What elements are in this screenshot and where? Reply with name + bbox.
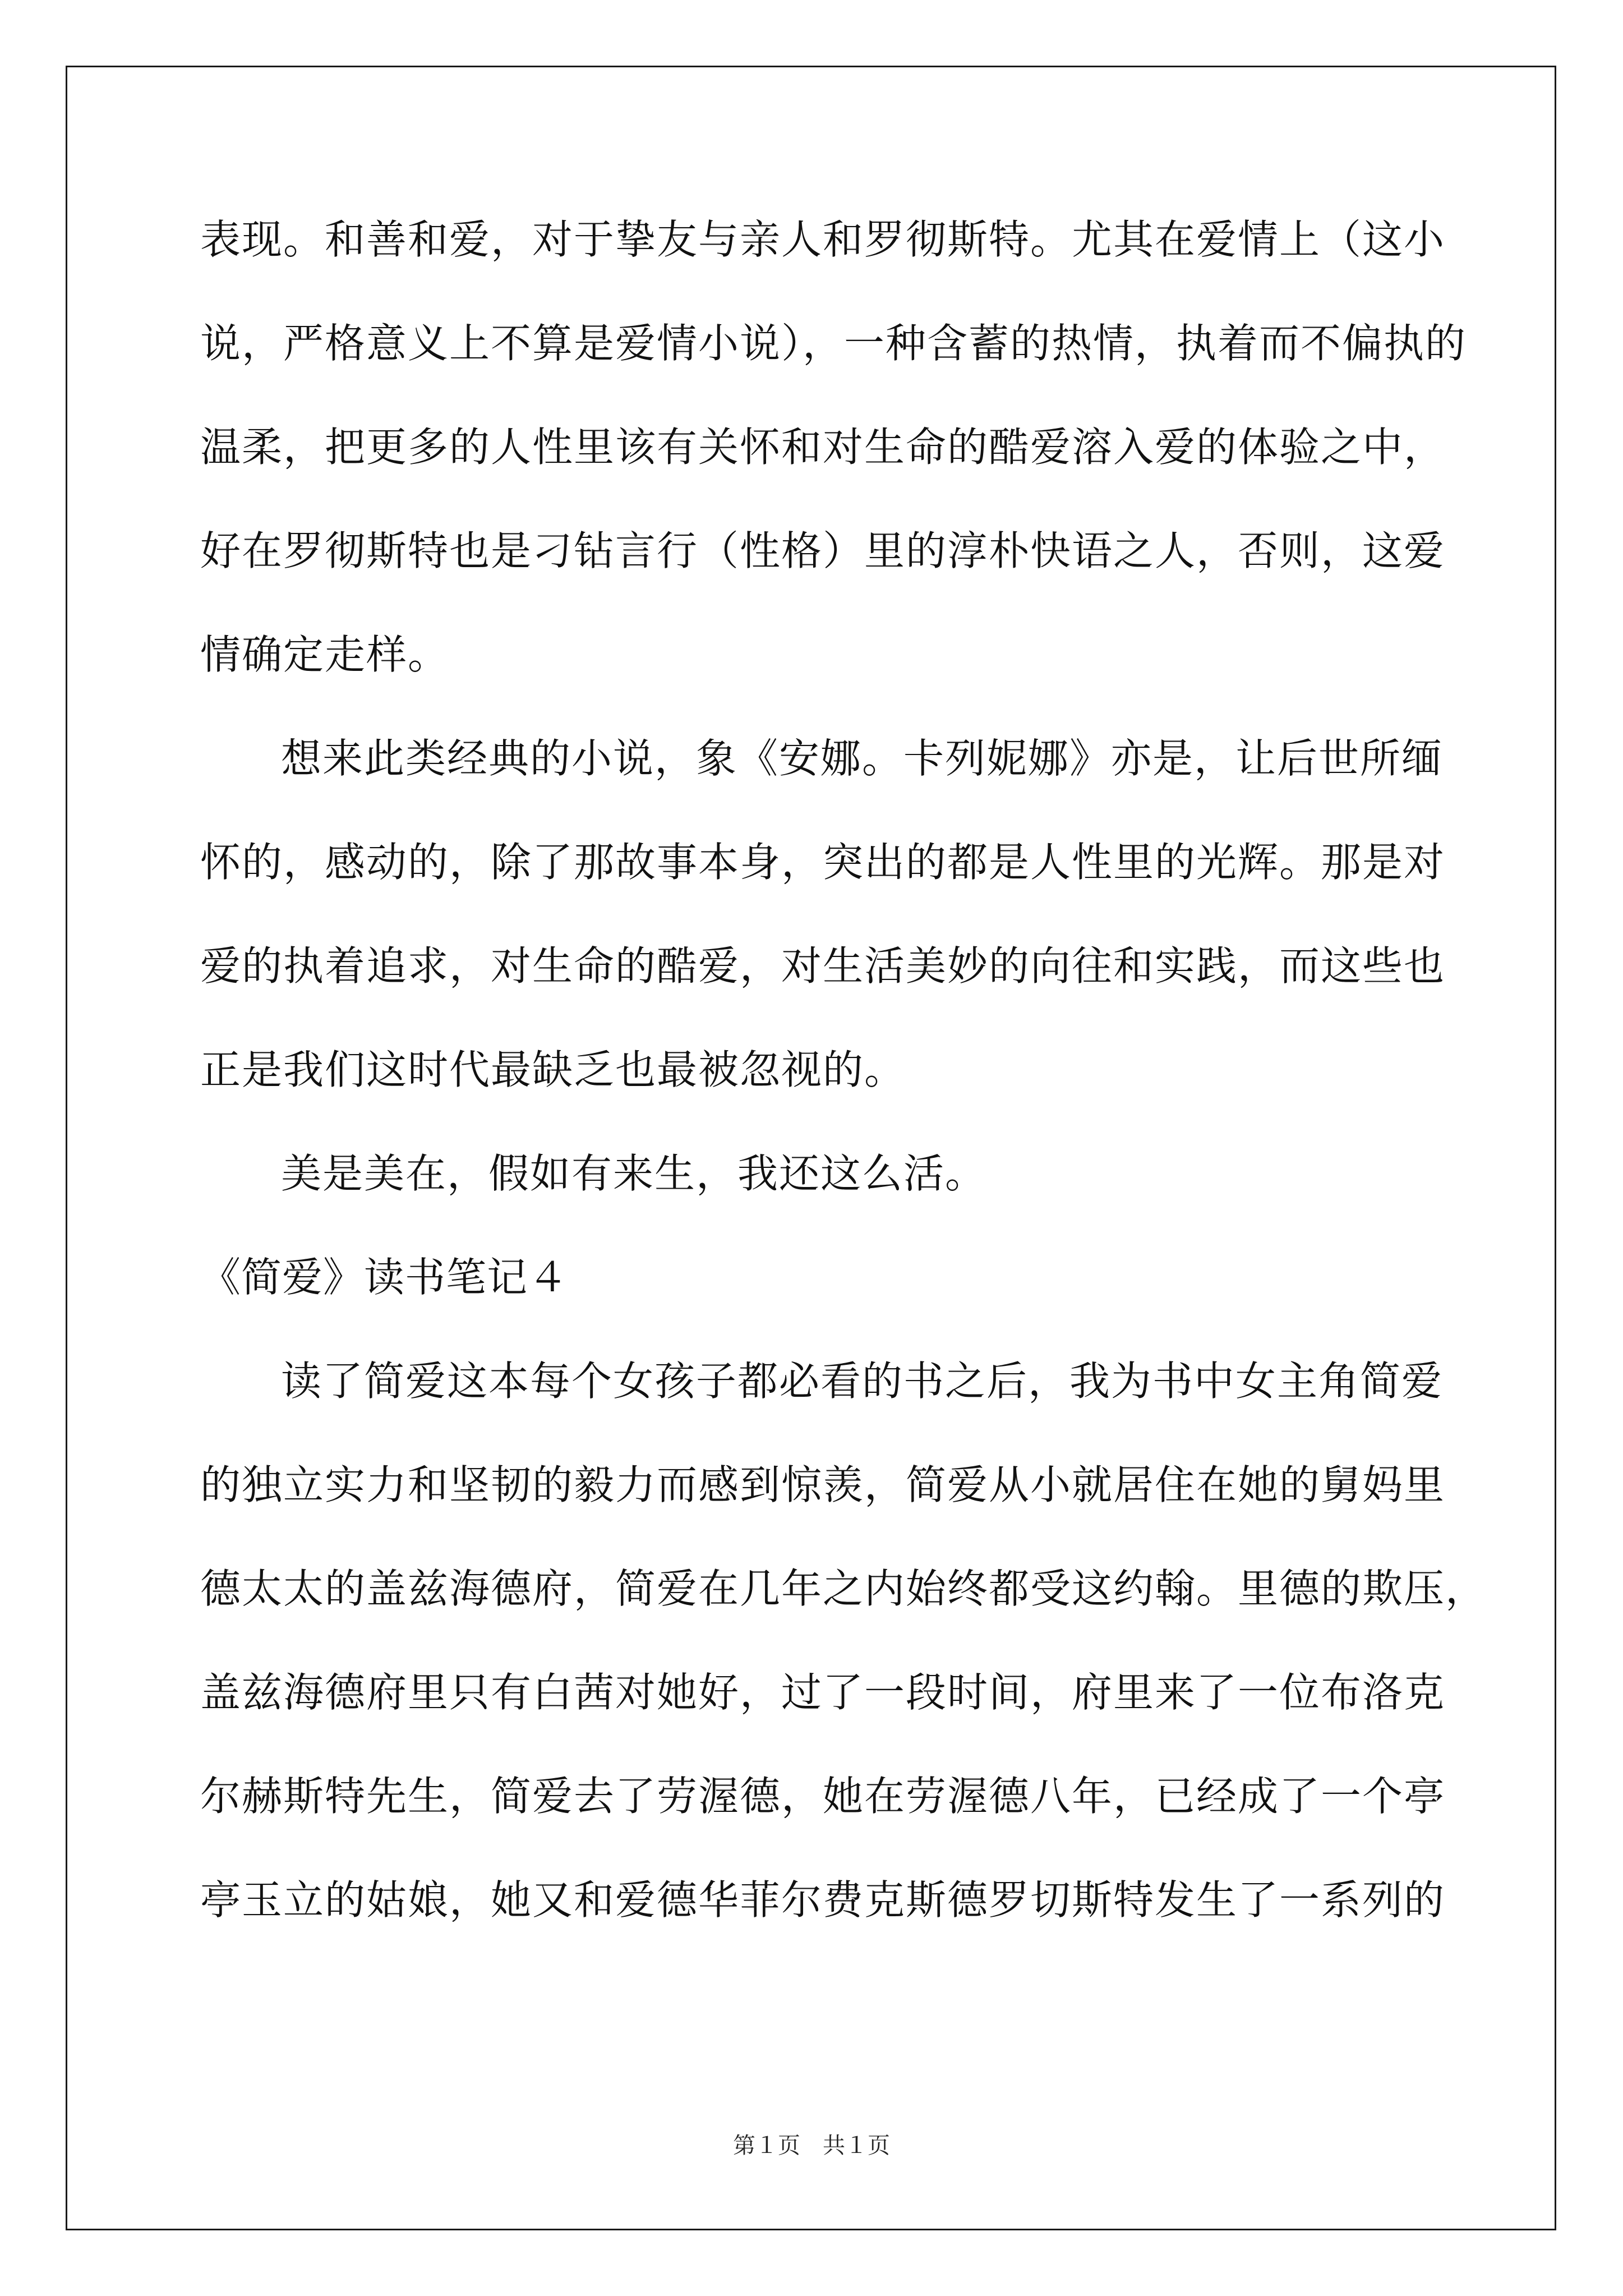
paragraph-line: 好在罗彻斯特也是刁钻言行（性格）里的淳朴快语之人，否则，这爱	[200, 527, 1446, 574]
paragraph-line: 表现。和善和爱，对于挚友与亲人和罗彻斯特。尤其在爱情上（这小	[200, 216, 1446, 263]
paragraph-line: 的独立实力和坚韧的毅力而感到惊羡，简爱从小就居住在她的舅妈里	[200, 1461, 1446, 1508]
paragraph-line: 情确定走样。	[200, 631, 450, 678]
paragraph-line: 亭玉立的姑娘，她又和爱德华菲尔费克斯德罗切斯特发生了一系列的	[200, 1876, 1446, 1924]
paragraph-line: 怀的，感动的，除了那故事本身，突出的都是人性里的光辉。那是对	[200, 839, 1446, 886]
paragraph-line: 想来此类经典的小说，象《安娜。卡列妮娜》亦是，让后世所缅	[281, 735, 1444, 782]
paragraph-line: 盖兹海德府里只有白茜对她好，过了一段时间，府里来了一位布洛克	[200, 1669, 1446, 1716]
paragraph-line: 读了简爱这本每个女孩子都必看的书之后，我为书中女主角简爱	[281, 1358, 1444, 1405]
paragraph-line: 正是我们这时代最缺乏也最被忽视的。	[200, 1046, 906, 1093]
section-heading: 《简爱》读书笔记４	[200, 1254, 569, 1301]
paragraph-line: 爱的执着追求，对生命的酷爱，对生活美妙的向往和实践，而这些也	[200, 942, 1446, 990]
paragraph-line: 尔赫斯特先生，简爱去了劳渥德，她在劳渥德八年，已经成了一个亭	[200, 1773, 1446, 1820]
page-number-footer: 第１页 共１页	[733, 2133, 890, 2159]
paragraph-line: 说，严格意义上不算是爱情小说），一种含蓄的热情，执着而不偏执的	[200, 320, 1467, 367]
paragraph-line: 美是美在，假如有来生，我还这么活。	[281, 1150, 987, 1197]
paragraph-line: 温柔，把更多的人性里该有关怀和对生命的酷爱溶入爱的体验之中，	[200, 424, 1446, 471]
paragraph-line: 德太太的盖兹海德府，简爱在几年之内始终都受这约翰。里德的欺压，	[200, 1565, 1487, 1612]
